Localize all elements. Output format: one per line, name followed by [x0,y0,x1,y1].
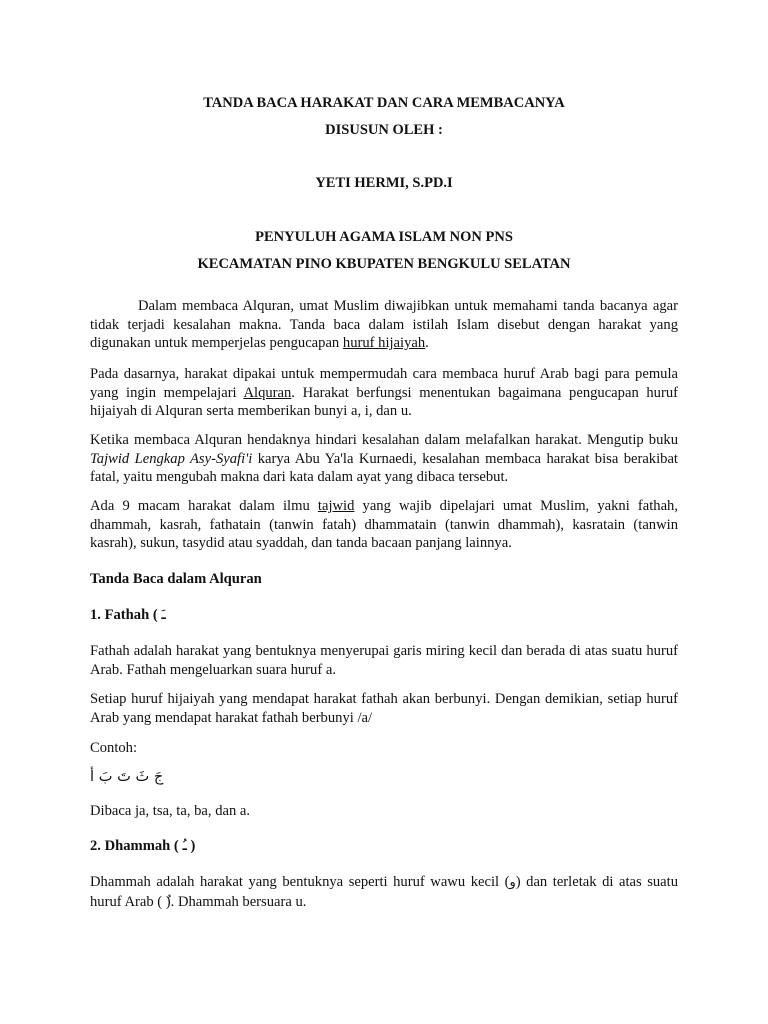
purpose-text: Pada dasarnya, harakat dipakai untuk mempermudah cara membaca huruf Arab bagi para pemula yang ingin mempelajari [90,366,678,401]
fathah-sound: Setiap huruf hijaiyah yang mendapat harakat fathah akan berbunyi. Dengan demikian, setiap huruf Arab yang mendapat harakat fathah berbunyi /a/ [90,691,678,726]
section-heading: Tanda Baca dalam Alquran [90,571,262,587]
wawu-glyph: و [509,875,516,890]
fathah-symbol: ـَ [161,608,166,623]
mistake-text-end: karya Abu Ya'la Kurnaedi, kesalahan membaca harakat bisa berakibat fatal, yaitu mengubah makna dari kata dalam ayat yang dibaca tersebut. [90,450,678,485]
book-title: Tajwid Lengkap Asy-Syafi'i [90,450,253,467]
fathah-heading [90,606,678,626]
mistake-paragraph [90,431,678,487]
intro-text-end: . [425,335,429,351]
harakat-purpose-paragraph [90,365,678,421]
purpose-text-end: . Harakat berfungsi menentukan bagaimana pengucapan huruf hijaiyah di Alquran serta memberikan bunyi a, i, dan u. [90,384,678,419]
dhammah-text-end: ). Dhammah bersuara u. [165,893,307,910]
dhammah-heading-text: 2. Dhammah ( [90,838,183,854]
types-text-end: yang wajib dipelajari umat Muslim, yakni fathah, dhammah, kasrah, fathatain (tanwin fatah) dhammatain (tanwin dhammah), kasratain (tanwin kasrah), sukun, tasydid atau syaddah, dan tanda bacaan panjang lainnya. [90,498,678,551]
fathah-example-row [90,768,678,787]
dhammah-heading-close: ) [186,838,196,854]
harakat-types-paragraph [90,497,678,553]
tajwid-link[interactable]: tajwid [317,498,355,514]
types-text: Ada 9 macam harakat dalam ilmu [90,498,318,514]
fathah-definition: Fathah adalah harakat yang bentuknya menyerupai garis miring kecil dan berada di atas suatu huruf Arab. Fathah mengeluarkan suara huruf a. [90,643,678,678]
author-name: YETI HERMI, S.PD.I [315,175,453,191]
fathah-heading-text: 1. Fathah ( [90,607,162,623]
huruf-hijaiyah-link[interactable]: huruf hijaiyah [342,335,426,351]
dhammah-heading [90,837,678,857]
author-position: PENYULUH AGAMA ISLAM NON PNS [255,229,513,245]
document-subtitle: DISUSUN OLEH : [325,122,443,138]
fathah-example-arabic: جَ ثَ تَ بَ أ [90,768,164,785]
author-location: KECAMATAN PINO KBUPATEN BENGKULU SELATAN [197,256,571,272]
intro-text: Dalam membaca Alquran, umat Muslim diwajibkan untuk memahami tanda bacanya agar tidak terjadi kesalahan makna. Tanda baca dalam istilah Islam disebut dengan harakat yang digunakan untuk memperjelas pengucapan [90,298,678,351]
fathah-example-reading: Dibaca ja, tsa, ta, ba, dan a. [90,803,251,819]
dhammah-text-mid: ) dan terletak di atas suatu huruf Arab ( [90,874,679,910]
fathah-example-label: Contoh: [90,740,138,756]
dhammah-symbol: ـُ [182,839,187,854]
alquran-link[interactable]: Alquran [243,384,292,401]
document-title: TANDA BACA HARAKAT DAN CARA MEMBACANYA [203,95,565,111]
dhammah-text: Dhammah adalah harakat yang bentuknya seperti huruf wawu kecil ( [90,874,510,890]
intro-paragraph [90,297,678,353]
dhammah-definition [90,873,678,912]
mistake-text: Ketika membaca Alquran hendaknya hindari kesalahan dalam melafalkan harakat. Mengutip buku [90,432,678,448]
